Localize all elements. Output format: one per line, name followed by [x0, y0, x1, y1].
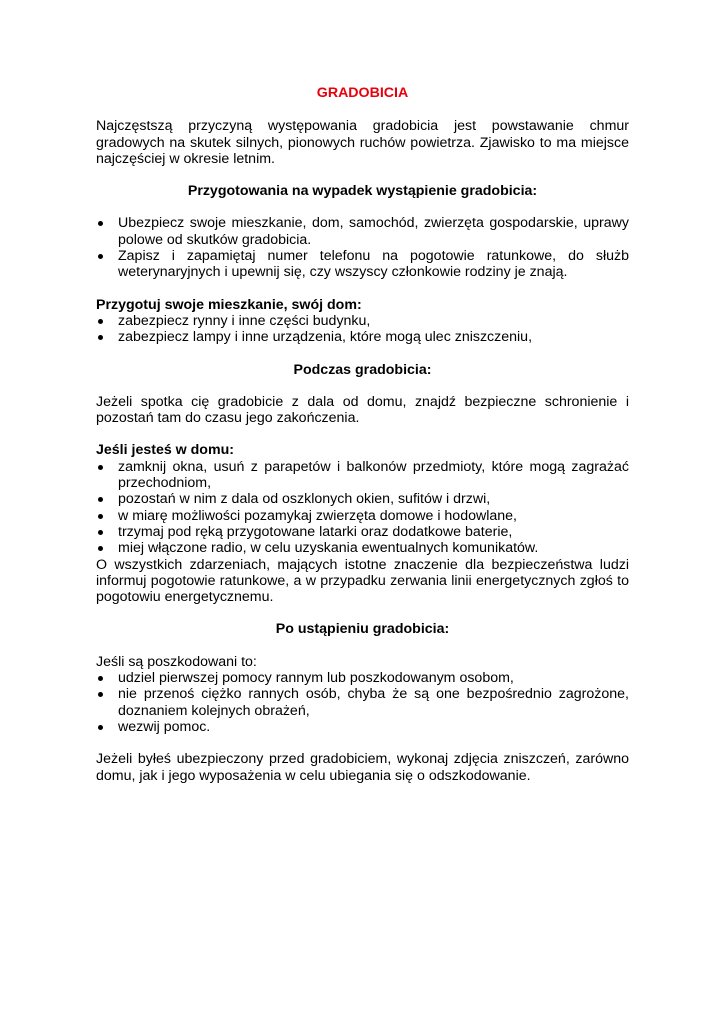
- document-page: [96, 85, 629, 784]
- section1-list: [96, 215, 629, 280]
- section5-heading: Po ustąpieniu gradobicia:: [275, 621, 450, 638]
- section4-list: [96, 459, 629, 557]
- list-item: Ubezpiecz swoje mieszkanie, dom, samochód, zwierzęta gospodarskie, uprawy polowe od skutków gradobicia.: [96, 215, 629, 248]
- list-item: zabezpiecz lampy i inne urządzenia, które mogą ulec zniszczeniu,: [96, 329, 629, 345]
- list-item: nie przenoś ciężko rannych osób, chyba że są one bezpośrednio zagrożone, doznaniem kolejnych obrażeń,: [96, 686, 629, 719]
- intro-paragraph: Najczęstszą przyczyną występowania gradobicia jest powstawanie chmur gradowych na skutek silnych, pionowych ruchów powietrza. Zjawisko to ma miejsce najczęściej w okresie letnim.: [96, 118, 629, 167]
- section5-lead: Jeśli są poszkodowani to:: [96, 653, 257, 670]
- document-title: GRADOBICIA: [316, 85, 409, 101]
- spacer: [96, 735, 629, 751]
- list-item: trzymaj pod ręką przygotowane latarki oraz dodatkowe baterie,: [96, 524, 629, 540]
- spacer: [96, 346, 629, 362]
- section2-heading: Przygotuj swoje mieszkanie, swój dom:: [96, 296, 362, 313]
- section1-heading: Przygotowania na wypadek wystąpienie gradobicia:: [187, 183, 538, 200]
- section4-paragraph: O wszystkich zdarzeniach, mających istotne znaczenie dla bezpieczeństwa ludzi informuj pogotowie ratunkowe, a w przypadku zerwania linii energetycznych zgłoś to pogotowiu energetycznemu.: [96, 556, 629, 606]
- spacer: [96, 378, 629, 394]
- spacer: [96, 638, 629, 654]
- list-item: w miarę możliwości pozamykaj zwierzęta domowe i hodowlane,: [96, 508, 629, 524]
- section5-paragraph: Jeżeli byłeś ubezpieczony przed gradobiciem, wykonaj zdjęcia zniszczeń, zarówno domu, jak i jego wyposażenia w celu ubiegania się o odszkodowanie.: [96, 751, 629, 784]
- spacer: [96, 281, 629, 297]
- list-item: miej włączone radio, w celu uzyskania ewentualnych komunikatów.: [96, 540, 629, 556]
- list-item: zabezpiecz rynny i inne części budynku,: [96, 313, 629, 329]
- spacer: [96, 199, 629, 215]
- list-item: pozostań w nim z dala od oszklonych okien, sufitów i drzwi,: [96, 491, 629, 507]
- section4-heading: Jeśli jesteś w domu:: [96, 442, 234, 459]
- section5-list: [96, 670, 629, 735]
- list-item: Zapisz i zapamiętaj numer telefonu na pogotowie ratunkowe, do służb weterynaryjnych i upewnij się, czy wszyscy członkowie rodziny je znają.: [96, 248, 629, 281]
- spacer: [96, 605, 629, 621]
- spacer: [96, 426, 629, 442]
- spacer: [96, 167, 629, 183]
- section3-paragraph: Jeżeli spotka cię gradobicie z dala od domu, znajdź bezpieczne schronienie i pozostań tam do czasu jego zakończenia.: [96, 393, 629, 427]
- list-item: wezwij pomoc.: [96, 719, 629, 735]
- section2-list: [96, 313, 629, 346]
- list-item: udziel pierwszej pomocy rannym lub poszkodowanym osobom,: [96, 670, 629, 686]
- list-item: zamknij okna, usuń z parapetów i balkonów przedmioty, które mogą zagrażać przechodniom,: [96, 459, 629, 492]
- section3-heading: Podczas gradobicia:: [293, 361, 432, 378]
